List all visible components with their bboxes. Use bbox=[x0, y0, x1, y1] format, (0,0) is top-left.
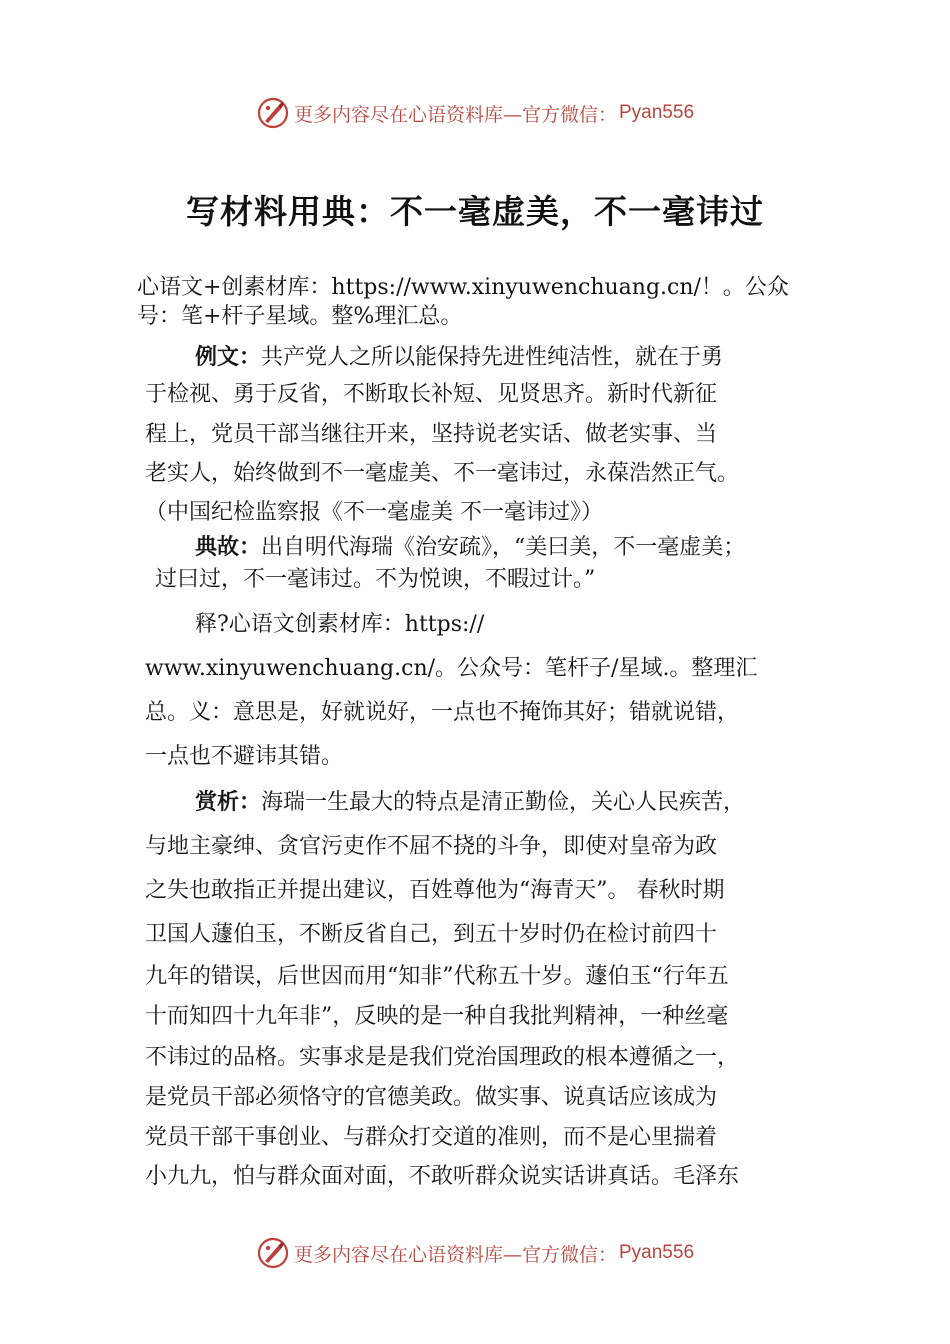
appreciation-line: 是党员干部必须恪守的官德美政。做实事、说真话应该成为 bbox=[145, 1085, 718, 1110]
appreciation-line: 九年的错误，后世因而用“知非”代称五十岁。蘧伯玉“行年五 bbox=[145, 964, 729, 989]
example-first-text: 共产党人之所以能保持先进性纯洁性，就在于勇 bbox=[261, 345, 724, 370]
allusion-first-text: 出自明代海瑞《治安疏》，“美曰美，不一毫虚美； bbox=[261, 535, 746, 560]
allusion-first-line bbox=[195, 533, 745, 563]
appreciation-line: 与地主豪绅、贪官污吏作不屈不挠的斗争，即使对皇帝为政 bbox=[145, 834, 718, 859]
explanation-line: 总。义：意思是，好就说好，一点也不掩饰其好；错就说错， bbox=[145, 700, 740, 725]
pen-logo-icon bbox=[256, 1236, 290, 1270]
explanation-line: www.xinyuwenchuang.cn/。公众号：笔杆子/星域.。整理汇 bbox=[145, 656, 758, 681]
appreciation-label: 赏析： bbox=[195, 790, 262, 815]
footer-banner bbox=[0, 1233, 950, 1273]
appreciation-first-line bbox=[195, 788, 745, 818]
example-first-line bbox=[195, 343, 723, 373]
appreciation-line: 之失也敢指正并提出建议，百姓尊他为“海青天”。 春秋时期 bbox=[145, 878, 725, 903]
example-citation: （中国纪检监察报《不一毫虚美 不一毫讳过》） bbox=[145, 500, 603, 525]
appreciation-line: 不讳过的品格。实事求是是我们党治国理政的根本遵循之一， bbox=[145, 1045, 740, 1070]
header-banner bbox=[0, 93, 950, 133]
example-label: 例文： bbox=[195, 345, 262, 370]
appreciation-line: 卫国人蘧伯玉，不断反省自己，到五十岁时仍在检讨前四十 bbox=[145, 922, 718, 947]
explanation-line: 一点也不避讳其错。 bbox=[145, 744, 344, 769]
banner-text: 更多内容尽在心语资料库—官方微信： bbox=[293, 1243, 617, 1266]
appreciation-line: 十而知四十九年非”，反映的是一种自我批判精神，一种丝毫 bbox=[145, 1004, 729, 1029]
pen-logo-icon bbox=[256, 96, 290, 130]
explanation-line: 释?心语文创素材库：https:// bbox=[195, 612, 485, 637]
example-line: 程上，党员干部当继往开来，坚持说老实话、做老实事、当 bbox=[145, 422, 718, 447]
example-line: 老实人，始终做到不一毫虚美、不一毫讳过，永葆浩然正气。 bbox=[145, 461, 740, 486]
example-line: 于检视、勇于反省，不断取长补短、见贤思齐。新时代新征 bbox=[145, 382, 718, 407]
banner-wechat-id: Pyan556 bbox=[619, 102, 695, 123]
banner-text: 更多内容尽在心语资料库—官方微信： bbox=[293, 103, 617, 126]
appreciation-first-text: 海瑞一生最大的特点是清正勤俭，关心人民疾苦， bbox=[261, 790, 746, 815]
appreciation-line: 党员干部干事创业、与群众打交道的准则，而不是心里揣着 bbox=[145, 1125, 718, 1150]
banner-wechat-id: Pyan556 bbox=[619, 1242, 695, 1263]
appreciation-line: 小九九，怕与群众面对面，不敢听群众说实话讲真话。毛泽东 bbox=[145, 1164, 740, 1189]
allusion-label: 典故： bbox=[195, 535, 262, 560]
source-line: 号：笔+杆子星域。整%理汇总。 bbox=[137, 304, 463, 329]
allusion-line: 过曰过，不一毫讳过。不为悦谀，不暇过计。” bbox=[155, 567, 596, 592]
source-line: 心语文+创素材库：https://www.xinyuwenchuang.cn/！。公众 bbox=[137, 275, 789, 300]
page-title: 写材料用典：不一毫虚美，不一毫讳过 bbox=[186, 192, 764, 231]
